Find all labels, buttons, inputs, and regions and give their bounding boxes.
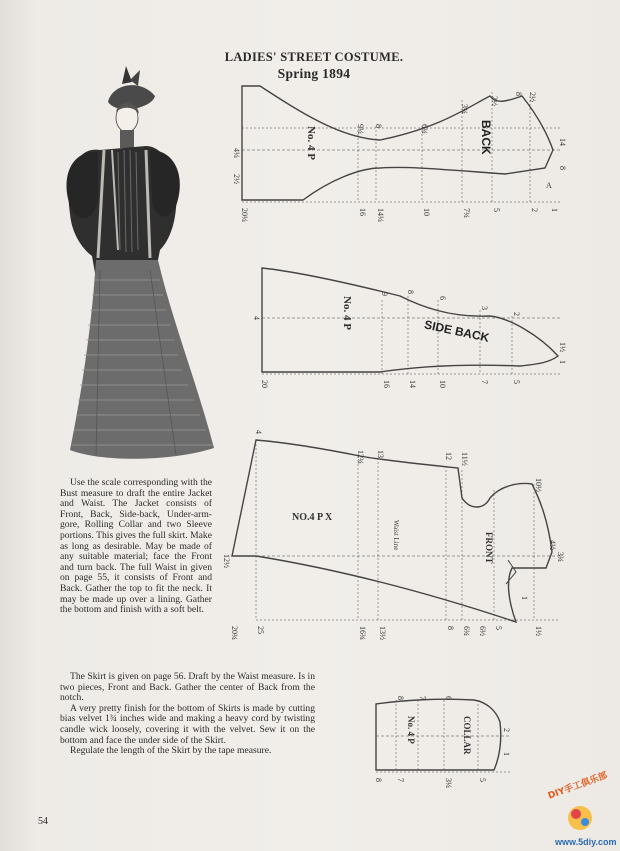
front-waist-line-label: Waist Line: [392, 520, 400, 551]
side-back-left-tick: 4: [252, 316, 261, 320]
back-bottom-tick: 10: [422, 208, 431, 216]
paragraph-skirt: The Skirt is given on page 56. Draft by the Waist measure. Is in two pieces, Front and Back. Gather the center of Back from the notch.: [60, 671, 315, 704]
front-top-tick: 11½: [460, 452, 469, 466]
back-piece-label: BACK: [479, 120, 493, 155]
back-top-tick: 8: [514, 92, 523, 96]
watermark-brand: DIY手工俱乐部: [546, 770, 609, 802]
side-back-piece-label: SIDE BACK: [423, 317, 491, 345]
back-right-tick: A: [546, 181, 552, 190]
front-top-tick: 12: [444, 452, 453, 460]
side-back-bottom-tick: 5: [512, 380, 521, 384]
front-code-label: NO.4 P X: [292, 512, 333, 523]
back-bottom-tick: 5: [492, 208, 501, 212]
pattern-back: [242, 86, 560, 202]
pattern-collar: [376, 699, 510, 772]
instructions-text: [60, 478, 212, 616]
back-top-tick: 8: [374, 124, 383, 128]
page-number: 54: [38, 816, 48, 827]
back-top-tick: 2½: [528, 92, 537, 102]
front-top-tick: 4½: [548, 540, 557, 550]
title-main: LADIES' STREET COSTUME.: [224, 50, 404, 64]
back-top-tick: 6¾: [420, 124, 429, 134]
front-bottom-tick: 5: [494, 626, 503, 630]
side-back-bottom-tick: 7: [480, 380, 489, 384]
side-back-bottom-tick: 14: [408, 380, 417, 388]
paragraph-finish: A very pretty finish for the bottom of Skirts is made by cutting bias velvet 1¾ inches wide and making a heavy cord by twisting candle wick loosely, covering it with the velvet. Sew it on the bottom and face the under side of the Skirt.: [60, 702, 315, 746]
front-bottom-tick: 16¾: [358, 626, 367, 640]
collar-bottom-tick: 5: [478, 778, 487, 782]
front-top-tick: 10½: [534, 478, 543, 492]
collar-top-tick: 6: [444, 696, 453, 700]
back-right-tick: 14: [558, 138, 567, 146]
watermark-site: www.5diy.com: [555, 837, 617, 847]
front-bottom-tick: 6½: [478, 626, 487, 636]
front-bottom-tick: 13½: [378, 626, 387, 640]
front-piece-label: FRONT: [484, 532, 494, 564]
back-left-tick: 4¼: [232, 148, 241, 158]
collar-top-tick: 7: [418, 696, 427, 700]
front-bottom-tick: 6¾: [462, 626, 471, 636]
collar-right-tick: 1: [502, 752, 511, 756]
paragraph-length: Regulate the length of the Skirt by the tape measure.: [70, 745, 272, 757]
back-bottom-tick: 1: [550, 208, 559, 212]
skirt-instructions-text: [60, 672, 315, 757]
back-bottom-tick: 2: [530, 208, 539, 212]
side-back-tick-labels: [252, 290, 567, 388]
collar-piece-label: COLLAR: [462, 716, 472, 755]
front-bottom-tick: 20¾: [230, 626, 239, 640]
back-code-label: No. 4 P: [305, 126, 317, 160]
collar-right-tick: 2: [502, 728, 511, 732]
front-bottom-tick: 25: [256, 626, 265, 634]
back-tick-labels: [232, 92, 567, 222]
back-top-tick: 3¾: [460, 104, 469, 114]
back-bottom-tick: 16: [358, 208, 367, 216]
collar-bottom-tick: 3¼: [444, 778, 453, 788]
front-top-tick: 13: [376, 450, 385, 458]
collar-bottom-tick: 7: [396, 778, 405, 782]
side-back-right-tick: 1: [558, 360, 567, 364]
side-back-top-tick: 2: [512, 312, 521, 316]
front-right-tick: 3¾: [556, 552, 565, 562]
side-back-bottom-tick: 16: [382, 380, 391, 388]
collar-bottom-tick: 8: [374, 778, 383, 782]
front-right-tick: 1: [520, 596, 529, 600]
paragraph-jacket: Use the scale corresponding with the Bust measure to draft the entire Jacket and Waist. The Jacket consists of Front, Back, Side-back, Under-arm-gore, Rolling Collar and two Sleeve portions. This gives the full skirt. Make as long as desirable. May be made of any suitable material; face the Front and turn back. The full Waist in given on page 55, it consists of Front and Back. Gather the top to fit the neck. It may be made up over a lining. Gather the bottom and finish with a soft belt.: [60, 477, 212, 616]
side-back-bottom-tick: 10: [438, 380, 447, 388]
back-bottom-tick: 20¼: [240, 208, 249, 222]
collar-tick-labels: [374, 696, 511, 788]
collar-code-label: No. 4 P: [406, 716, 416, 744]
watermark-logo-icon: [568, 806, 592, 830]
woman-illustration: [66, 66, 214, 459]
collar-top-tick: 8: [396, 696, 405, 700]
side-back-top-tick: 9: [380, 292, 389, 296]
back-top-tick: 9¼: [356, 124, 365, 134]
side-back-bottom-tick: 20: [260, 380, 269, 388]
front-top-tick: 12¾: [356, 450, 365, 464]
back-bottom-tick: 7¾: [462, 208, 471, 218]
pattern-side-back: [262, 268, 560, 374]
side-back-top-tick: 3: [480, 306, 489, 310]
title-sub: Spring 1894: [277, 66, 351, 81]
front-left-tick: 12½: [222, 554, 231, 568]
side-back-top-tick: 8: [406, 290, 415, 294]
front-bottom-tick: 8: [446, 626, 455, 630]
side-back-code-label: No. 4 P: [341, 296, 353, 330]
back-bottom-tick: 14¼: [376, 208, 385, 222]
front-bottom-tick: 1½: [534, 626, 543, 636]
back-left-tick: 2½: [232, 174, 241, 184]
front-top-tick: 4: [254, 430, 263, 434]
back-top-tick: 2½: [490, 96, 499, 106]
back-right-tick: 8: [558, 166, 567, 170]
side-back-top-tick: 6: [438, 296, 447, 300]
side-back-right-tick: 1½: [558, 342, 567, 352]
